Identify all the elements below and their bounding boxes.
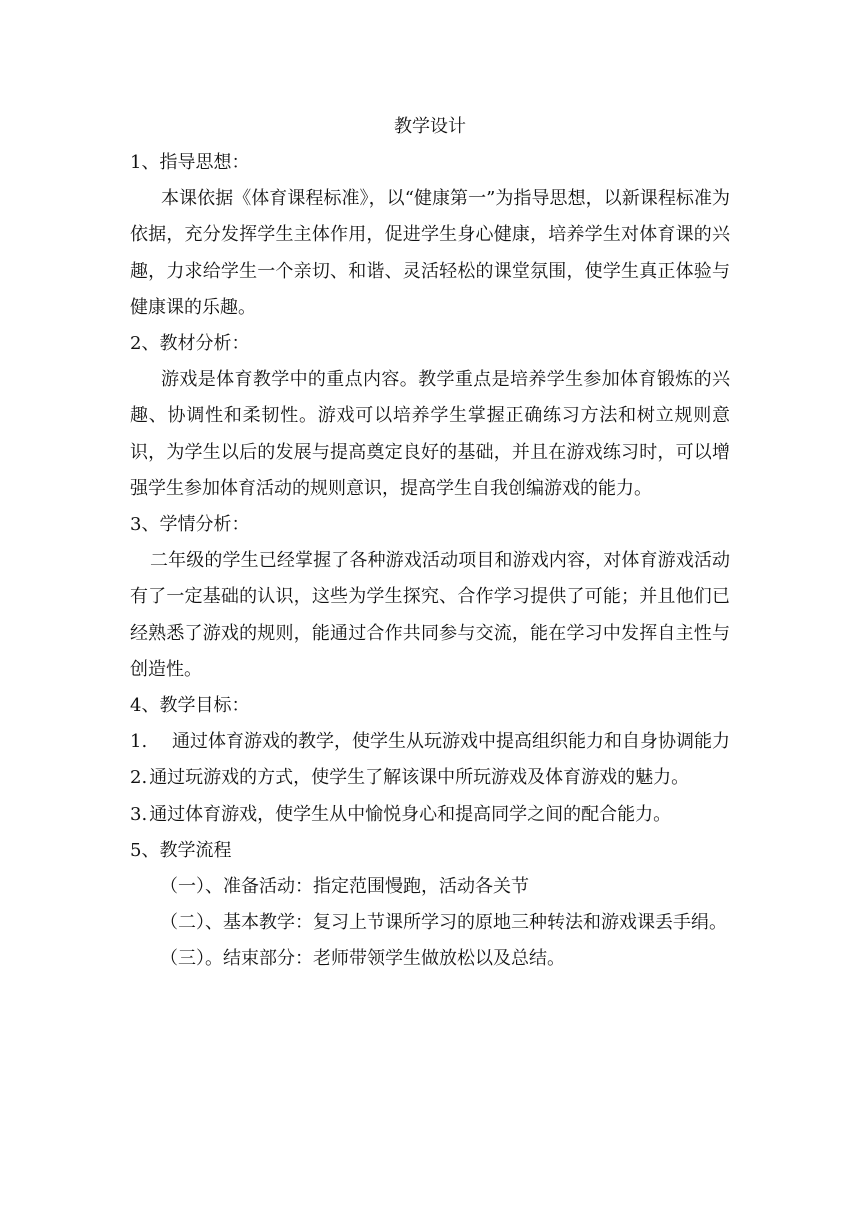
process-step: （一）、准备活动：指定范围慢跑，活动各关节 [160, 876, 529, 898]
goal-item-text: 通过体育游戏的教学，使学生从玩游戏中提高组织能力和自身协调能力 [172, 731, 730, 753]
process-step: （三）。结束部分：老师带领学生做放松以及总结。 [160, 948, 565, 970]
goal-item [130, 760, 730, 796]
goal-item [130, 724, 730, 760]
section-heading-teaching-goals: 4、教学目标： [130, 695, 250, 717]
goal-item-text: 通过体育游戏，使学生从中愉悦身心和提高同学之间的配合能力。 [149, 803, 672, 825]
section-heading-material-analysis: 2、教材分析： [130, 333, 250, 355]
section-heading-teaching-process: 5、教学流程 [130, 839, 232, 861]
goal-item-number: 3. [130, 803, 148, 825]
document-title: 教学设计 [394, 116, 466, 137]
section-paragraph-guiding-ideology: 本课依据《体育课程标准》，以“健康第一”为指导思想，以新课程标准为依据，充分发挥学生主体作用，促进学生身心健康，培养学生对体育课的兴趣，力求给学生一个亲切、和谐、灵活轻松的课堂氛围，使学生真正体验与健康课的乐趣。 [130, 188, 730, 318]
section-paragraph-student-analysis: 二年级的学生已经掌握了各种游戏活动项目和游戏内容，对体育游戏活动有了一定基础的认识，这些为学生探究、合作学习提供了可能；并且他们已经熟悉了游戏的规则，能通过合作共同参与交流，能在学习中发挥自主性与创造性。 [130, 550, 730, 680]
section-heading-student-analysis: 3、学情分析： [130, 514, 250, 536]
process-step: （二）、基本教学：复习上节课所学习的原地三种转法和游戏课丢手绢。 [160, 912, 727, 934]
document-body [130, 109, 730, 978]
section-paragraph-material-analysis: 游戏是体育教学中的重点内容。教学重点是培养学生参加体育锻炼的兴趣、协调性和柔韧性。游戏可以培养学生掌握正确练习方法和树立规则意识，为学生以后的发展与提高奠定良好的基础，并且在游戏练习时，可以增强学生参加体育活动的规则意识，提高学生自我创编游戏的能力。 [130, 369, 730, 499]
section-heading-guiding-ideology: 1、指导思想： [130, 152, 250, 173]
goal-item [130, 797, 730, 833]
goal-item-text: 通过玩游戏的方式，使学生了解该课中所玩游戏及体育游戏的魅力。 [149, 767, 690, 789]
goal-item-number: 2. [130, 767, 148, 789]
goal-item-number: 1. [130, 731, 148, 753]
